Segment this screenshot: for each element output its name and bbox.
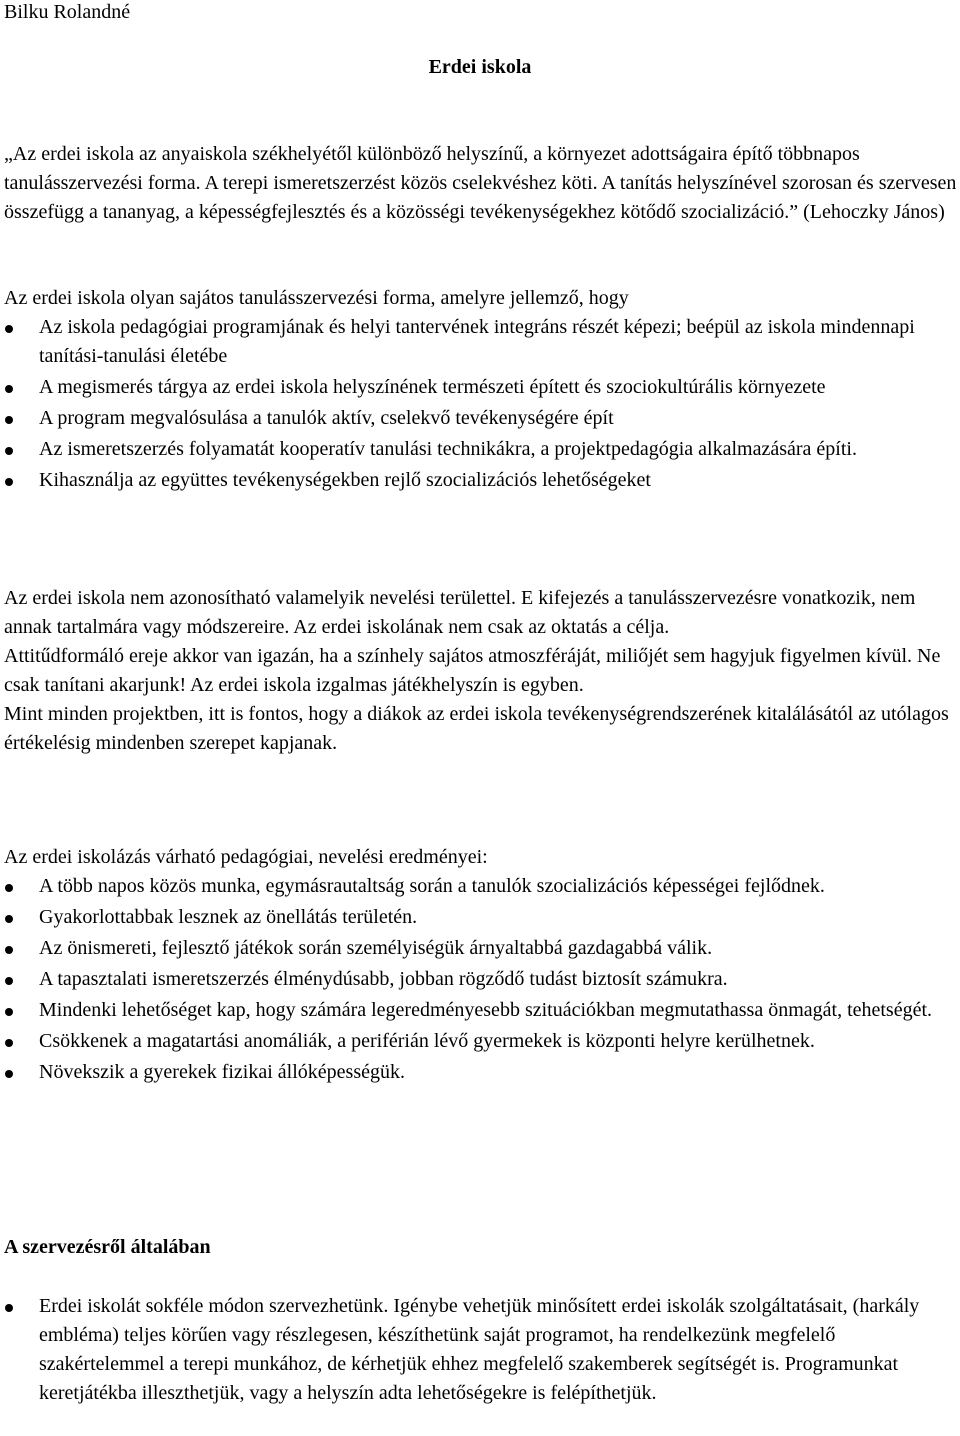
list-item: Erdei iskolát sokféle módon szervezhetünk. Igénybe vehetjük minősített erdei iskolák szolgáltatásait, (harkály embléma) teljes körűen vagy részlegesen, készíthetünk saját programot, ha rendelkezünk megfelelő szakértelemmel a terepi munkához, de kérhetjük ehhez megfelelő szakemberek segítségét is. Programunkat keretjátékba illeszthetjük, vagy a helyszín adta lehetőségekre is felépíthetjük. [4, 1292, 960, 1408]
paragraph: Az erdei iskola nem azonosítható valamelyik nevelési területtel. E kifejezés a tanulásszervezésre vonatkozik, nem annak tartalmára vagy módszereire. Az erdei iskolának nem csak az oktatás a célja. [4, 587, 916, 638]
list-item: Mindenki lehetőséget kap, hogy számára legeredményesebb szituációkban megmutathassa önmagát, tehetségét. [4, 996, 960, 1025]
list-item: Növekszik a gyerekek fizikai állóképességük. [4, 1058, 960, 1087]
features-list [4, 313, 960, 495]
section-heading: A szervezésről általában [4, 1236, 211, 1258]
list-item: Az ismeretszerzés folyamatát kooperatív tanulási technikákra, a projektpedagógia alkalmazására építi. [4, 435, 960, 464]
list-item: Az iskola pedagógiai programjának és helyi tantervének integráns részét képezi; beépül az iskola mindennapi tanítási-tanulási életébe [4, 313, 960, 371]
results-intro: Az erdei iskolázás várható pedagógiai, nevelési eredményei: [4, 846, 488, 868]
results-section [4, 843, 960, 1087]
paragraph: Mint minden projektben, itt is fontos, hogy a diákok az erdei iskola tevékenységrendszerének kitalálásától az utólagos értékelésig mindenben szerepet kapjanak. [4, 703, 949, 754]
definition-quote: „Az erdei iskola az anyaiskola székhelyétől különböző helyszínű, a környezet adottságaira építő többnapos tanulásszervezési forma. A terepi ismeretszerzést közös cselekvéshez köti. A tanítás helyszínével szorosan és szervesen összefügg a tananyag, a képességfejlesztés és a közösségi tevékenységekhez kötődő szocializáció.” (Lehoczky János) [4, 143, 957, 223]
list-item: A több napos közös munka, egymásrautaltság során a tanulók szocializációs képességei fejlődnek. [4, 872, 960, 901]
list-item: Az önismereti, fejlesztő játékok során személyiségük árnyaltabbá gazdagabbá válik. [4, 934, 960, 963]
features-section [4, 284, 960, 495]
list-item: A program megvalósulása a tanulók aktív, cselekvő tevékenységére épít [4, 404, 960, 433]
organization-section [4, 1292, 960, 1408]
results-list [4, 872, 960, 1087]
author-name: Bilku Rolandné [4, 1, 131, 23]
list-item: Csökkenek a magatartási anomáliák, a periférián lévő gyermekek is központi helyre kerülhetnek. [4, 1027, 960, 1056]
features-intro: Az erdei iskola olyan sajátos tanulásszervezési forma, amelyre jellemző, hogy [4, 287, 629, 309]
body-paragraphs [4, 584, 960, 758]
organization-list [4, 1292, 960, 1408]
document-title: Erdei iskola [428, 56, 532, 78]
list-item: A tapasztalati ismeretszerzés élménydúsabb, jobban rögződő tudást biztosít számukra. [4, 965, 960, 994]
paragraph: Attitűdformáló ereje akkor van igazán, ha a színhely sajátos atmoszféráját, miliőjét sem hagyjuk figyelmen kívül. Ne csak tanítani akarjunk! Az erdei iskola izgalmas játékhelyszín is egyben. [4, 645, 941, 696]
list-item: Kihasználja az együttes tevékenységekben rejlő szocializációs lehetőségeket [4, 466, 960, 495]
list-item: A megismerés tárgya az erdei iskola helyszínének természeti épített és szociokultúrális környezete [4, 373, 960, 402]
list-item: Gyakorlottabbak lesznek az önellátás területén. [4, 903, 960, 932]
